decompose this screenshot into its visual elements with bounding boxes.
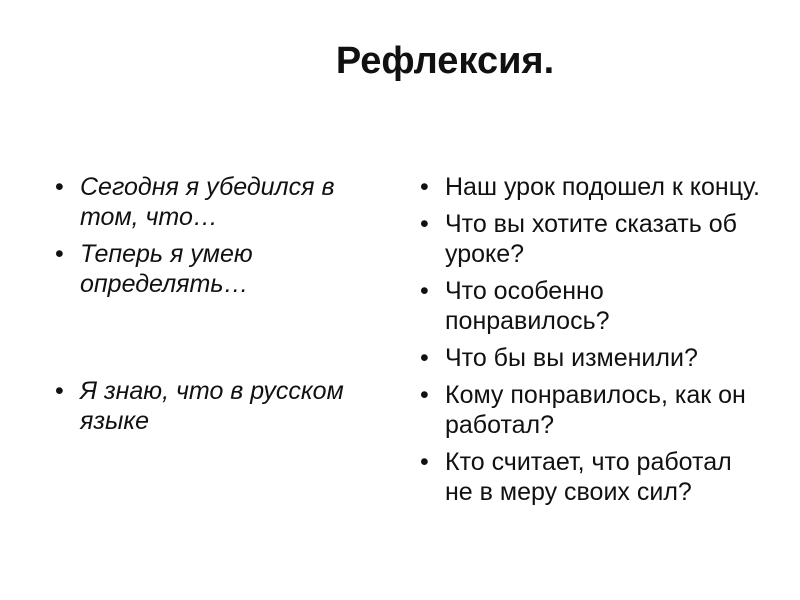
list-item-text: Что особенно понравилось?: [445, 277, 610, 335]
list-item: [420, 447, 765, 507]
list-item: [420, 380, 765, 440]
list-item: [55, 376, 390, 436]
bullet-icon: •: [420, 210, 429, 238]
list-item-text: Кто считает, что работал не в меру своих сил?: [445, 448, 732, 506]
list-item: [420, 209, 765, 269]
bullet-icon: •: [55, 173, 64, 201]
bullet-icon: •: [420, 277, 429, 305]
slide-title: Рефлексия.: [335, 40, 555, 82]
bullet-icon: •: [420, 173, 429, 201]
list-item-text: Кому понравилось, как он работал?: [445, 381, 746, 439]
list-item: [55, 239, 390, 299]
bullet-icon: •: [55, 240, 64, 268]
list-item: [55, 172, 390, 232]
list-item-text: Что вы хотите сказать об уроке?: [445, 210, 737, 268]
list-item: [420, 343, 765, 373]
bullet-icon: •: [420, 448, 429, 476]
bullet-icon: •: [420, 344, 429, 372]
left-bullet-list: [55, 172, 390, 443]
list-item-text: Сегодня я убедился в том, что…: [80, 173, 335, 231]
bullet-icon: •: [420, 381, 429, 409]
list-item: [420, 172, 765, 202]
list-item-text: Что бы вы изменили?: [445, 344, 698, 372]
list-item-text: Я знаю, что в русском языке: [80, 377, 344, 435]
bullet-icon: •: [55, 377, 64, 405]
list-item: [420, 276, 765, 336]
right-bullet-list: [420, 172, 765, 514]
list-item-text: Наш урок подошел к концу.: [445, 173, 760, 201]
list-item-text: Теперь я умею определять…: [80, 240, 253, 298]
